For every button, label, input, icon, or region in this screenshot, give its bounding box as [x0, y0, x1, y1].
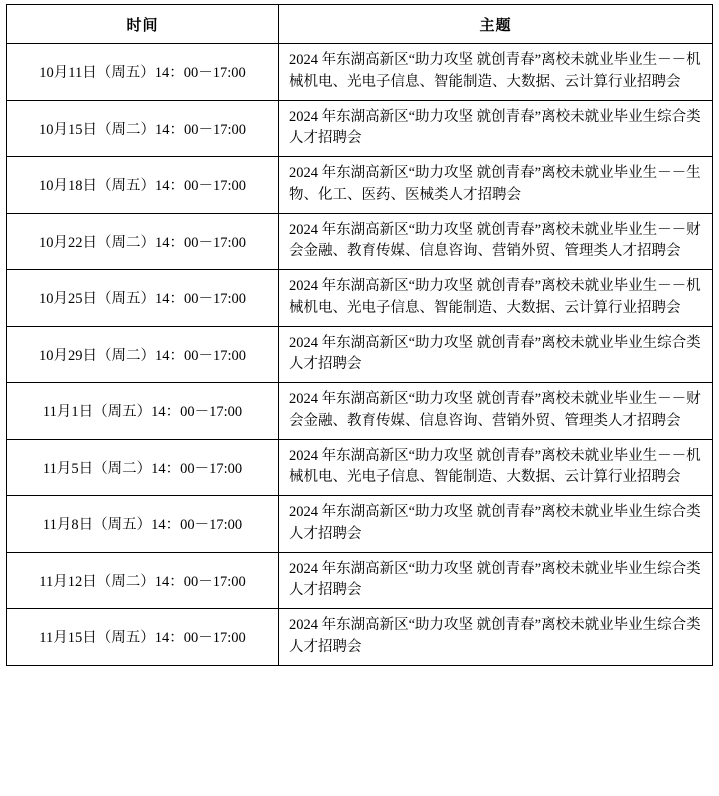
- table-row: [7, 100, 713, 157]
- column-header-topic: 主题: [279, 5, 713, 44]
- column-header-time: 时间: [7, 5, 279, 44]
- table-row: [7, 552, 713, 609]
- cell-topic: [279, 44, 713, 101]
- cell-topic: [279, 439, 713, 496]
- table-row: [7, 383, 713, 440]
- table-row: [7, 157, 713, 214]
- cell-time: 10月18日（周五）14：00－17:00: [7, 157, 279, 214]
- topic-text: 2024 年东湖高新区“助力攻坚 就创青春”离校未就业毕业生综合类人才招聘会: [289, 560, 701, 599]
- cell-time: 11月1日（周五）14：00－17:00: [7, 383, 279, 440]
- topic-text: 2024 年东湖高新区“助力攻坚 就创青春”离校未就业毕业生综合类人才招聘会: [289, 108, 701, 147]
- cell-time: 10月22日（周二）14：00－17:00: [7, 213, 279, 270]
- table-row: [7, 213, 713, 270]
- cell-topic: [279, 270, 713, 327]
- cell-topic: [279, 100, 713, 157]
- cell-time: 11月12日（周二）14：00－17:00: [7, 552, 279, 609]
- cell-topic: [279, 213, 713, 270]
- table-header: [7, 5, 713, 44]
- cell-time: 10月11日（周五）14：00－17:00: [7, 44, 279, 101]
- topic-text: 2024 年东湖高新区“助力攻坚 就创青春”离校未就业毕业生综合类人才招聘会: [289, 504, 701, 542]
- cell-time: 11月5日（周二）14：00－17:00: [7, 439, 279, 496]
- topic-text: 2024 年东湖高新区“助力攻坚 就创青春”离校未就业毕业生综合类人才招聘会: [289, 334, 701, 373]
- topic-text: 2024 年东湖高新区“助力攻坚 就创青春”离校未就业毕业生－－财会金融、教育传媒、信息咨询、营销外贸、管理类人才招聘会: [289, 221, 701, 260]
- cell-topic: [279, 326, 713, 383]
- topic-text: 2024 年东湖高新区“助力攻坚 就创青春”离校未就业毕业生－－机械机电、光电子信息、智能制造、大数据、云计算行业招聘会: [289, 447, 701, 486]
- cell-topic: [279, 609, 713, 666]
- cell-topic: [279, 552, 713, 609]
- table-row: [7, 270, 713, 327]
- topic-text: 2024 年东湖高新区“助力攻坚 就创青春”离校未就业毕业生－－机械机电、光电子信息、智能制造、大数据、云计算行业招聘会: [289, 52, 701, 90]
- table-row: [7, 326, 713, 383]
- cell-topic: [279, 496, 713, 553]
- cell-time: 10月29日（周二）14：00－17:00: [7, 326, 279, 383]
- topic-text: 2024 年东湖高新区“助力攻坚 就创青春”离校未就业毕业生－－生物、化工、医药、医械类人才招聘会: [289, 165, 701, 203]
- table-header-row: [7, 5, 713, 44]
- recruitment-schedule-table: [6, 4, 713, 666]
- cell-time: 11月15日（周五）14：00－17:00: [7, 609, 279, 666]
- topic-text: 2024 年东湖高新区“助力攻坚 就创青春”离校未就业毕业生－－机械机电、光电子信息、智能制造、大数据、云计算行业招聘会: [289, 278, 701, 316]
- cell-time: 10月15日（周二）14：00－17:00: [7, 100, 279, 157]
- table-body: [7, 44, 713, 666]
- cell-time: 11月8日（周五）14：00－17:00: [7, 496, 279, 553]
- table-row: [7, 609, 713, 666]
- topic-text: 2024 年东湖高新区“助力攻坚 就创青春”离校未就业毕业生－－财会金融、教育传媒、信息咨询、营销外贸、管理类人才招聘会: [289, 391, 701, 429]
- cell-topic: [279, 383, 713, 440]
- cell-topic: [279, 157, 713, 214]
- cell-time: 10月25日（周五）14：00－17:00: [7, 270, 279, 327]
- table-row: [7, 496, 713, 553]
- topic-text: 2024 年东湖高新区“助力攻坚 就创青春”离校未就业毕业生综合类人才招聘会: [289, 617, 701, 655]
- table-row: [7, 439, 713, 496]
- table-row: [7, 44, 713, 101]
